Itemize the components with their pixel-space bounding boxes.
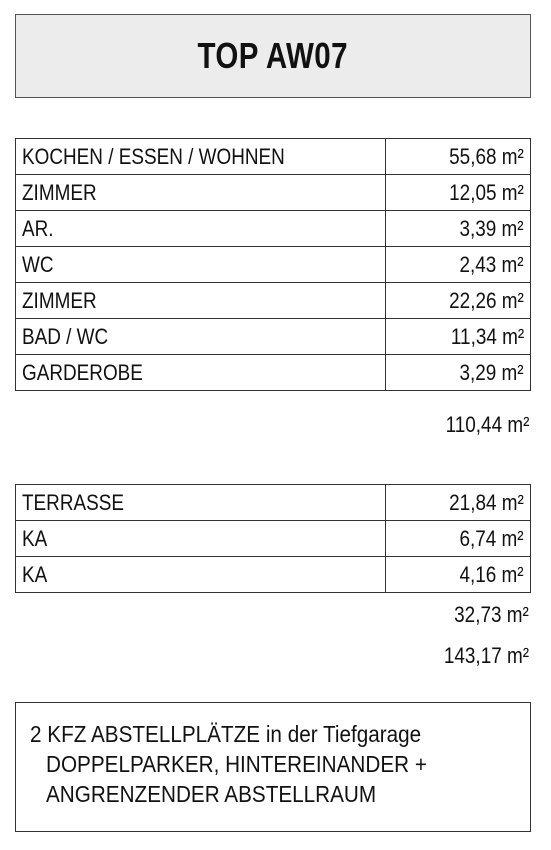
room-name: KOCHEN / ESSEN / WOHNEN [16,139,386,175]
room-area: 12,05 m² [386,175,531,211]
room-area: 6,74 m² [386,521,531,557]
interior-total-value: 110,44 m² [445,412,529,437]
room-area: 2,43 m² [386,247,531,283]
room-area: 4,16 m² [386,557,531,593]
room-name: GARDEROBE [16,355,386,391]
room-name: ZIMMER [16,175,386,211]
room-area: 11,34 m² [386,319,531,355]
room-area: 3,29 m² [386,355,531,391]
table-row [16,139,531,175]
page-title: TOP AW07 [197,35,349,76]
note-line: ANGRENZENDER ABSTELLRAUM [46,781,377,807]
room-name: BAD / WC [16,319,386,355]
room-name: WC [16,247,386,283]
table-row [16,319,531,355]
interior-area-table [15,138,531,391]
table-row [16,557,531,593]
exterior-area-table [15,484,531,593]
table-row [16,521,531,557]
room-area: 55,68 m² [386,139,531,175]
table-row [16,485,531,521]
note-line: DOPPELPARKER, HINTEREINANDER + [46,751,427,777]
room-area: 22,26 m² [386,283,531,319]
table-row [16,247,531,283]
exterior-total [442,602,529,628]
table-row [16,355,531,391]
table-row [16,175,531,211]
table-row [16,283,531,319]
table-row [16,211,531,247]
room-name: ZIMMER [16,283,386,319]
room-area: 21,84 m² [386,485,531,521]
title-box [15,14,531,98]
room-name: TERRASSE [16,485,386,521]
room-name: AR. [16,211,386,247]
exterior-total-value: 32,73 m² [454,602,529,627]
note-line: 2 KFZ ABSTELLPLÄTZE in der Tiefgarage [30,721,422,747]
room-name: KA [16,557,386,593]
grand-total [430,643,529,669]
grand-total-value: 143,17 m² [443,643,529,668]
interior-total [432,412,529,438]
room-name: KA [16,521,386,557]
room-area: 3,39 m² [386,211,531,247]
parking-note-box [15,702,531,832]
